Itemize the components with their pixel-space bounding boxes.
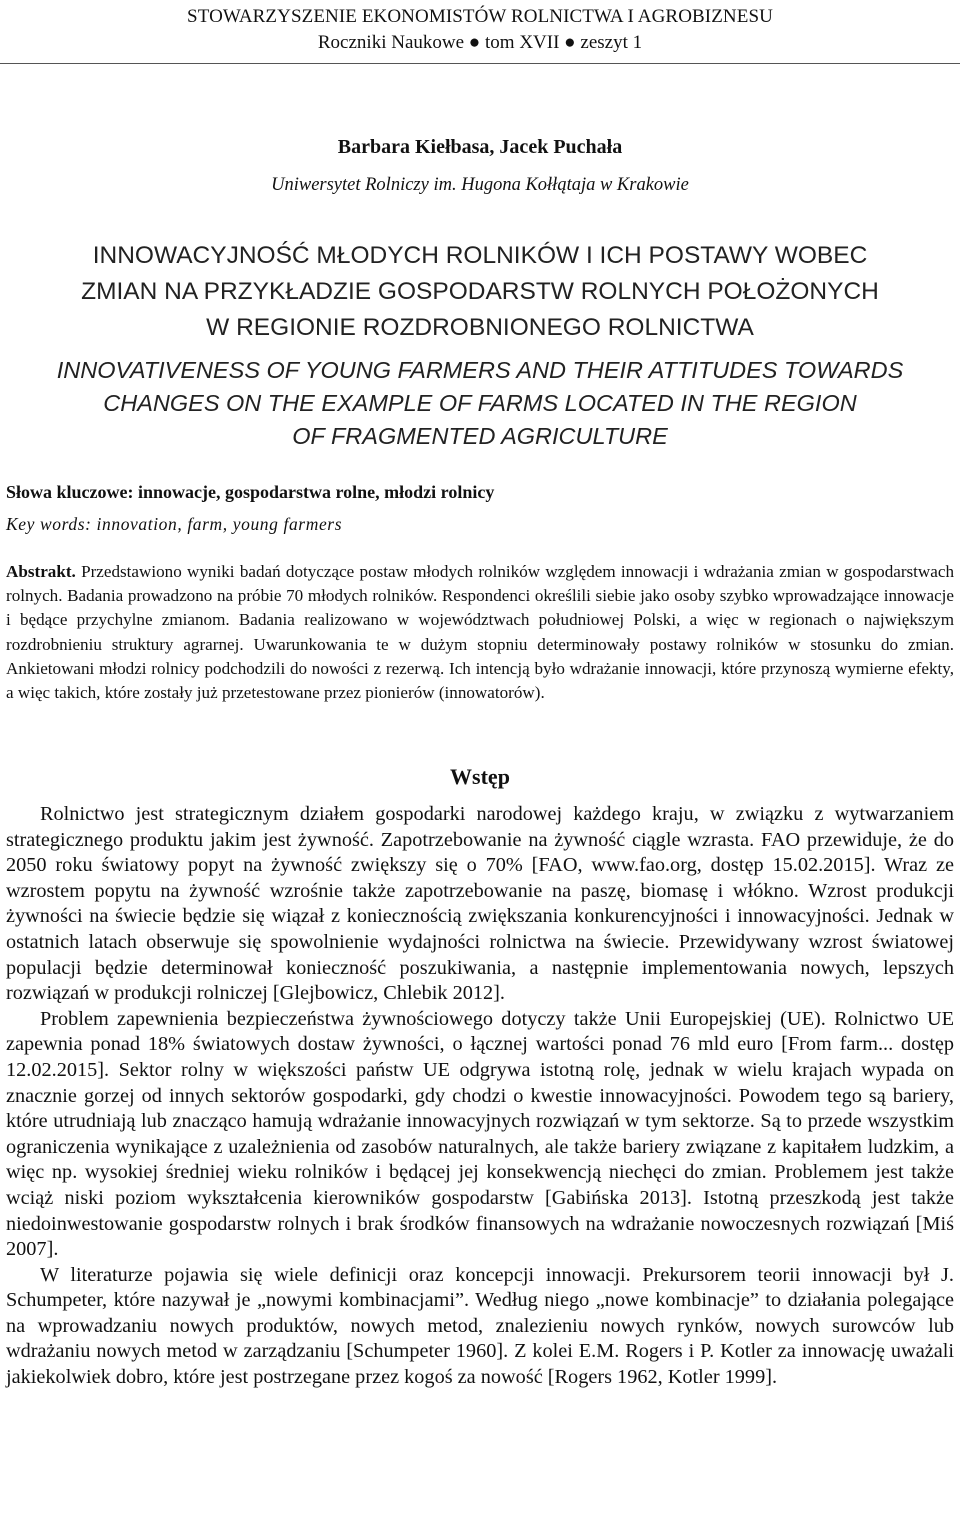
abstract-label: Abstrakt.: [6, 562, 76, 581]
running-header-journal: Roczniki Naukowe ● tom XVII ● zeszyt 1: [317, 32, 643, 53]
affiliation: Uniwersytet Rolniczy im. Hugona Kołłątaja w Krakowie: [271, 175, 689, 195]
title-english-line: INNOVATIVENESS OF YOUNG FARMERS AND THEIR ATTITUDES TOWARDS: [56, 357, 904, 383]
body-paragraph: W literaturze pojawia się wiele definicji oraz koncepcji innowacji. Prekursorem teorii innowacji był J. Schumpeter, które nazywał je „nowymi kombinacjami”. Według niego „nowe kombinacje” to działania polegające na wprowadzaniu nowych produktów, nowych metod, znalezieniu nowych rynków, nowych surowców lub wdrażaniu nowych metod w zarządzaniu [Schumpeter 1960]. Z kolei E.M. Rogers i P. Kotler za innowację uważali jakiekolwiek dobro, które jest postrzegane przez kogoś za nowość [Rogers 1962, Kotler 1999].: [6, 1263, 954, 1389]
body-paragraph: Problem zapewnienia bezpieczeństwa żywnościowego dotyczy także Unii Europejskiej (UE). Rolnictwo UE zapewnia ponad 18% światowych dostaw żywności, o łącznej wartości ponad 76 mld euro [From farm... dostęp 12.02.2015]. Sektor rolny w większości państw UE odgrywa istotną rolę, jednak w wielu krajach wypada on znacznie gorzej od innych sektorów gospodarki, gdy chodzi o kwestie innowacyjności. Powodem tego są bariery, które utrudniają lub znacząco hamują wdrażanie innowacyjnych rozwiązań w tym sektorze. Są to przede wszystkim ograniczenia wynikające z uzależnienia od zasobów naturalnych, ale także bariery związane z kapitałem ludzkim, a więc np. wysokiej średniej wieku rolników i będącej jej konsekwencją niechęci do zmian. Problemem jest także wciąż niski poziom wykształcenia kierowników gospodarstw [Gabińska 2013]. Istotną przeszkodą jest także niedoinwestowanie gospodarstw rolnych i brak środków finansowych na wdrażanie nowoczesnych rozwiązań [Miś 2007].: [6, 1007, 954, 1261]
header-rule: [0, 63, 960, 64]
body-paragraph: Rolnictwo jest strategicznym działem gospodarki narodowej każdego kraju, w związku z wytwarzaniem strategicznego produktu jakim jest żywność. Zapotrzebowanie na żywność ciągle wzrasta. FAO przewiduje, że do 2050 roku światowy popyt na żywność zwiększy się o 70% [FAO, www.fao.org, dostęp 15.02.2015]. Wraz ze wzrostem popytu na żywność wzrośnie także zapotrzebowanie na paszę, biomasę i włókno. Wzrost produkcji żywności na świecie będzie się wiązał z koniecznością zwiększania konkurencyjności i innowacyjności. Jednak w ostatnich latach obserwuje się spowolnienie wydajności rolnictwa na świecie. Przewidywany wzrost światowej populacji będzie determinował konieczność poszukiwania, a następnie implementowania nowych, lepszych rozwiązań w produkcji rolniczej [Glejbowicz, Chlebik 2012].: [6, 803, 954, 1005]
title-english-line: CHANGES ON THE EXAMPLE OF FARMS LOCATED IN THE REGION: [103, 390, 857, 416]
keywords-english: Key words: innovation, farm, young farmers: [6, 514, 343, 534]
title-english-line: OF FRAGMENTED AGRICULTURE: [292, 423, 668, 449]
title-polish-line: INNOWACYJNOŚĆ MŁODYCH ROLNIKÓW I ICH POSTAWY WOBEC: [92, 242, 868, 269]
authors: Barbara Kiełbasa, Jacek Puchała: [337, 136, 623, 158]
keywords-polish: Słowa kluczowe: innowacje, gospodarstwa rolne, młodzi rolnicy: [6, 482, 495, 502]
body-text: [6, 802, 954, 1391]
abstract: [6, 560, 954, 705]
title-polish-line: ZMIAN NA PRZYKŁADZIE GOSPODARSTW ROLNYCH POŁOŻONYCH: [81, 278, 879, 305]
running-header-association: STOWARZYSZENIE EKONOMISTÓW ROLNICTWA I AGROBIZNESU: [187, 6, 773, 27]
title-polish-line: W REGIONIE ROZDROBNIONEGO ROLNICTWA: [206, 314, 754, 341]
title-english: [0, 354, 960, 453]
section-heading: Wstęp: [450, 764, 510, 789]
title-polish: [0, 238, 960, 346]
abstract-text: Przedstawiono wyniki badań dotyczące postaw młodych rolników względem innowacji i wdrażania zmian w gospodarstwach rolnych. Badania prowadzono na próbie 70 młodych rolników. Respondenci określili siebie jako osoby szybko wprowadzające innowacje i będące przychylne zmianom. Badania realizowano w województwach południowej Polski, a więc w regionach o największym rozdrobnieniu struktury agrarnej. Uwarunkowania te w dużym stopniu determinowały postawy rolników w stosunku do zmian. Ankietowani młodzi rolnicy podchodzili do nowości z rezerwą. Ich intencją było wdrażanie innowacji, które przynoszą wymierne efekty, a więc takich, które zostały już przetestowane przez pionierów (innowatorów).: [6, 562, 954, 703]
